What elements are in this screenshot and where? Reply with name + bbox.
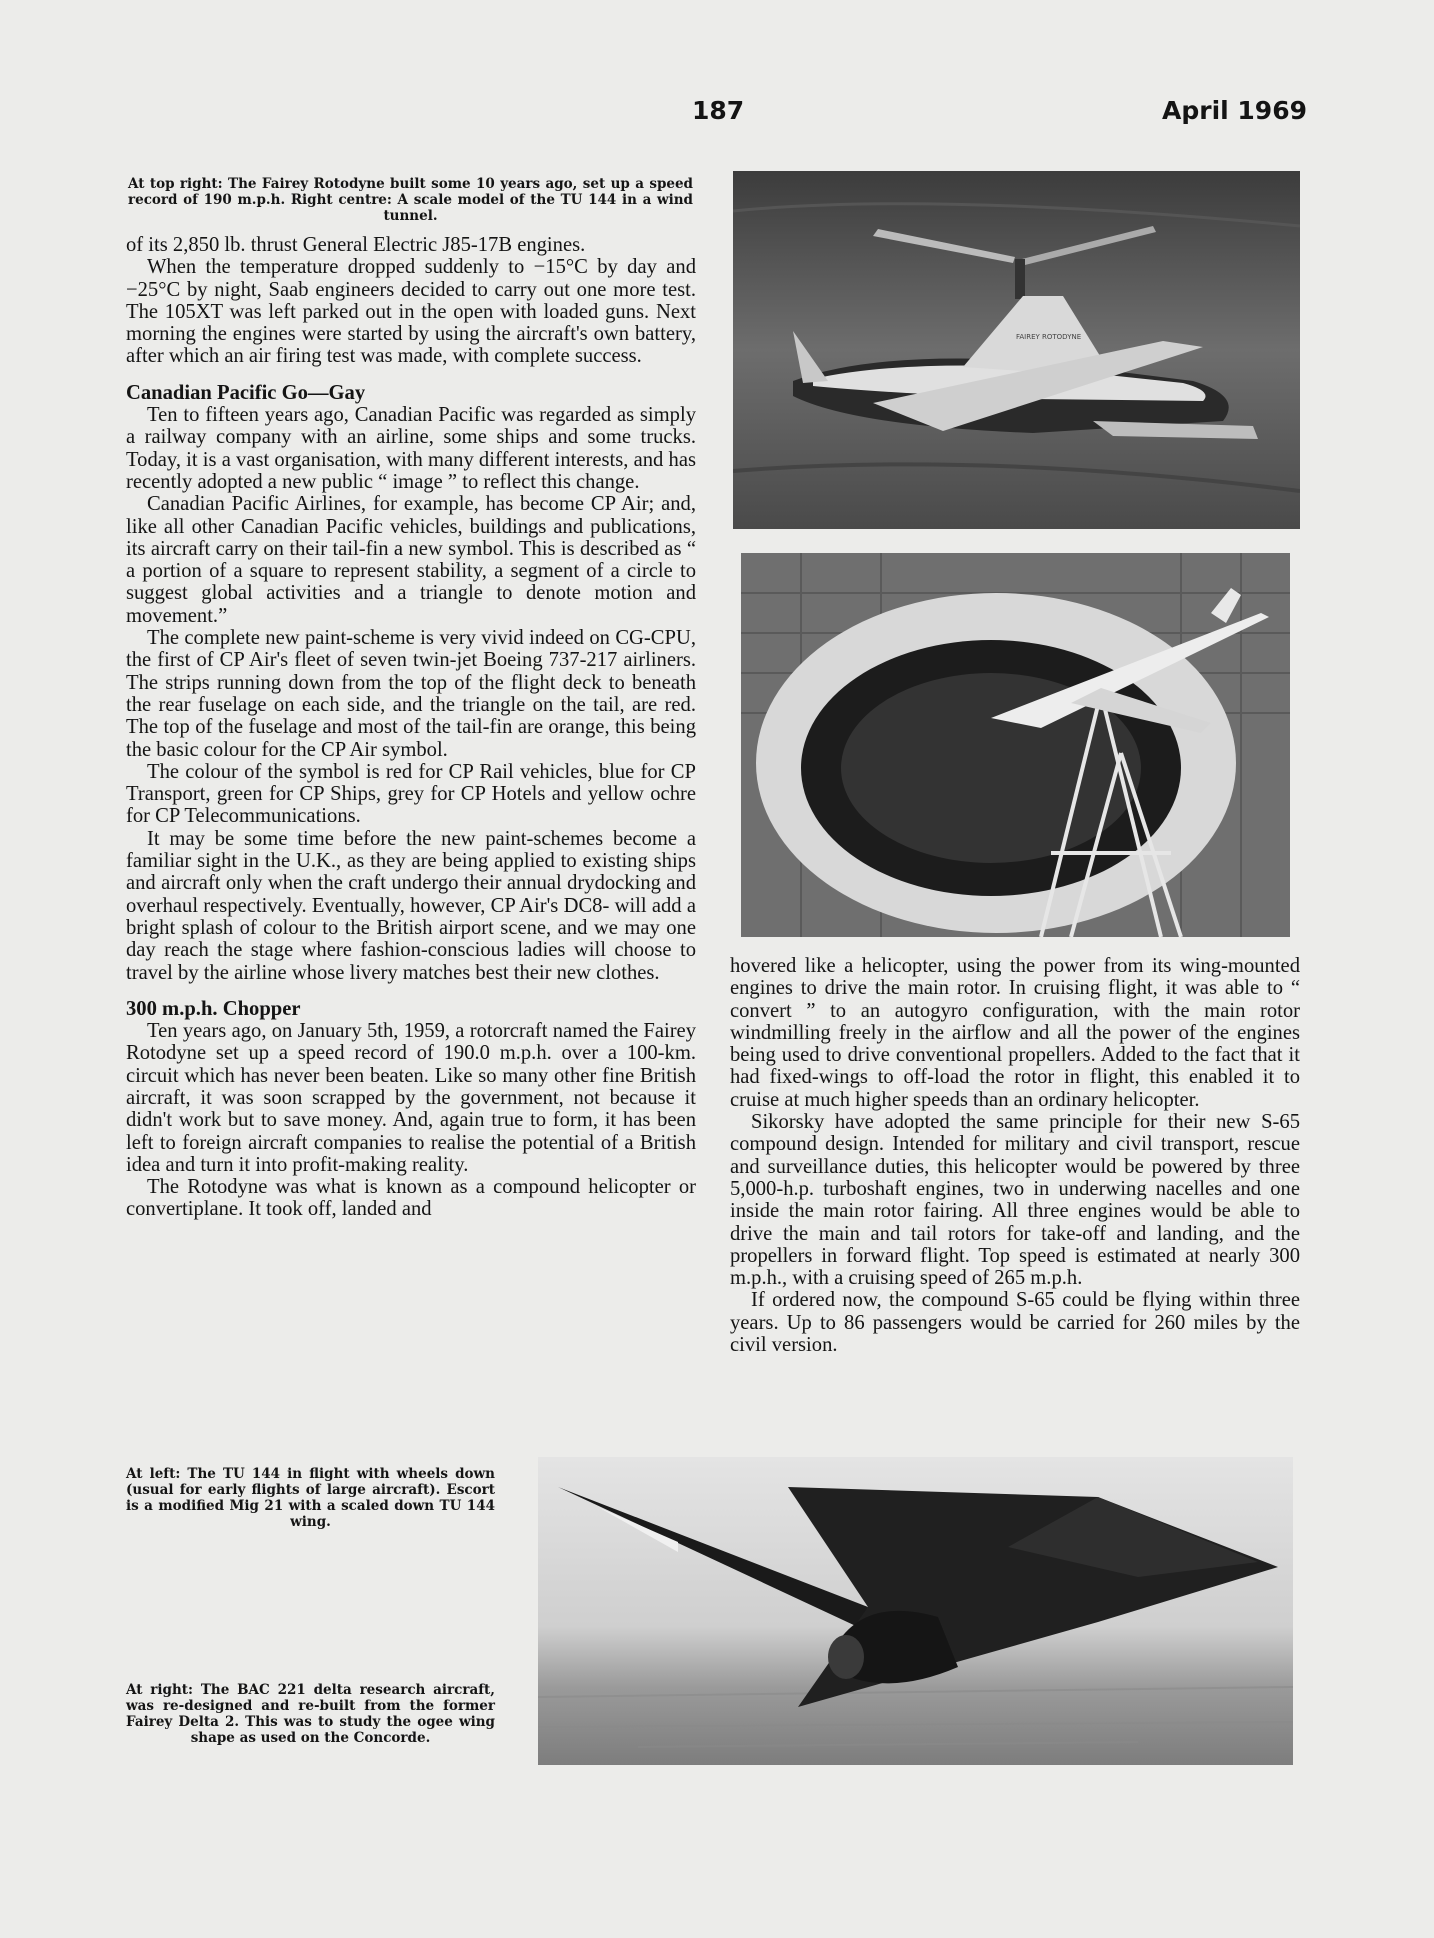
paragraph: The Rotodyne was what is known as a compound helicopter or convertiplane. It took off, landed and xyxy=(126,1176,696,1221)
right-column xyxy=(730,955,1300,1356)
paragraph: Ten to fifteen years ago, Canadian Pacific was regarded as simply a railway company with an airline, some ships and some trucks. Today, it is a vast organisation, with many different interests, and has recently adopted a new public “ image ” to reflect this change. xyxy=(126,404,696,493)
paragraph: The complete new paint-scheme is very vivid indeed on CG-CPU, the first of CP Air's fleet of seven twin-jet Boeing 737-217 airliners. The strips running down from the top of the flight deck to beneath the rear fuselage on each side, and the triangle on the tail, are red. The top of the fuselage and most of the tail-fin are orange, this being the basic colour for the CP Air symbol. xyxy=(126,627,696,761)
paragraph: When the temperature dropped suddenly to −15°C by day and −25°C by night, Saab engineers decided to carry out one more test. The 105XT was left parked out in the open with loaded guns. Next morning the engines were started by using the aircraft's own battery, after which an air firing test was made, with complete success. xyxy=(126,256,696,368)
rotodyne-fuselage-lettering: FAIREY ROTODYNE xyxy=(1016,333,1082,341)
left-column xyxy=(126,234,696,1221)
paragraph: hovered like a helicopter, using the power from its wing-mounted engines to drive the main rotor. In cruising flight, it was able to “ convert ” to an autogyro configuration, with the main rotor windmilling freely in the airflow and all the power of the engines being used to drive conventional propellers. Added to the fact that it had fixed-wings to off-load the rotor in flight, this enabled it to cruise at much higher speeds than an ordinary helicopter. xyxy=(730,955,1300,1111)
paragraph: If ordered now, the compound S-65 could be flying within three years. Up to 86 passengers would be carried for 260 miles by the civil version. xyxy=(730,1289,1300,1357)
paragraph: The colour of the symbol is red for CP Rail vehicles, blue for CP Transport, green for CP Ships, grey for CP Hotels and yellow ochre for CP Telecommunications. xyxy=(126,760,696,828)
paragraph: of its 2,850 lb. thrust General Electric J85-17B engines. xyxy=(126,234,586,256)
page-number: 187 xyxy=(692,96,745,125)
paragraph: Sikorsky have adopted the same principle for their new S-65 compound design. Intended for military and civil transport, rescue and surveillance duties, this helicopter would be powered by three 5,000-h.p. turboshaft engines, two in underwing nacelles and one inside the main rotor fairing. All three engines would be able to drive the main and tail rotors for take-off and landing, and the propellers in forward flight. Top speed is estimated at nearly 300 m.p.h., with a cruising speed of 265 m.p.h. xyxy=(730,1111,1300,1290)
paragraph: Canadian Pacific Airlines, for example, has become CP Air; and, like all other Canadian Pacific vehicles, buildings and publications, its aircraft carry on their tail-fin a new symbol. This is described as “ a portion of a square to represent stability, a segment of a circle to suggest global activities and a triangle to denote motion and movement.” xyxy=(126,493,696,627)
caption-bottom-left: At left: The TU 144 in flight with wheels down (usual for early flights of large aircraft). Escort is a modified Mig 21 with a scaled down TU 144 wing. xyxy=(126,1466,495,1530)
photo-bac-221 xyxy=(538,1457,1293,1765)
photo-wind-tunnel xyxy=(741,553,1290,937)
photo-rotodyne xyxy=(733,171,1300,529)
section-heading-canadian-pacific: Canadian Pacific Go—Gay xyxy=(126,381,366,404)
issue-date: April 1969 xyxy=(1162,96,1307,125)
caption-top-right: At top right: The Fairey Rotodyne built some 10 years ago, set up a speed record of 190 m.p.h. Right centre: A scale model of the TU 144 in a wind tunnel. xyxy=(128,176,693,224)
section-heading-chopper: 300 m.p.h. Chopper xyxy=(126,997,301,1020)
paragraph: Ten years ago, on January 5th, 1959, a rotorcraft named the Fairey Rotodyne set up a speed record of 190.0 m.p.h. over a 100-km. circuit which has never been beaten. Like so many other fine British aircraft, it was soon scrapped by the government, not because it didn't work but to save money. And, again true to form, it has been left to foreign aircraft companies to realise the potential of a British idea and turn it into profit-making reality. xyxy=(126,1020,696,1176)
paragraph: It may be some time before the new paint-schemes become a familiar sight in the U.K., as they are being applied to existing ships and aircraft only when the craft undergo their annual drydocking and overhaul respectively. Eventually, however, CP Air's DC8- will add a bright splash of colour to the British airport scene, and we may one day reach the stage where fashion-conscious ladies will choose to travel by the airline whose livery matches best their new clothes. xyxy=(126,827,696,984)
caption-bottom-right: At right: The BAC 221 delta research aircraft, was re-designed and re-built from the former Fairey Delta 2. This was to study the ogee wing shape as used on the Concorde. xyxy=(126,1682,495,1746)
